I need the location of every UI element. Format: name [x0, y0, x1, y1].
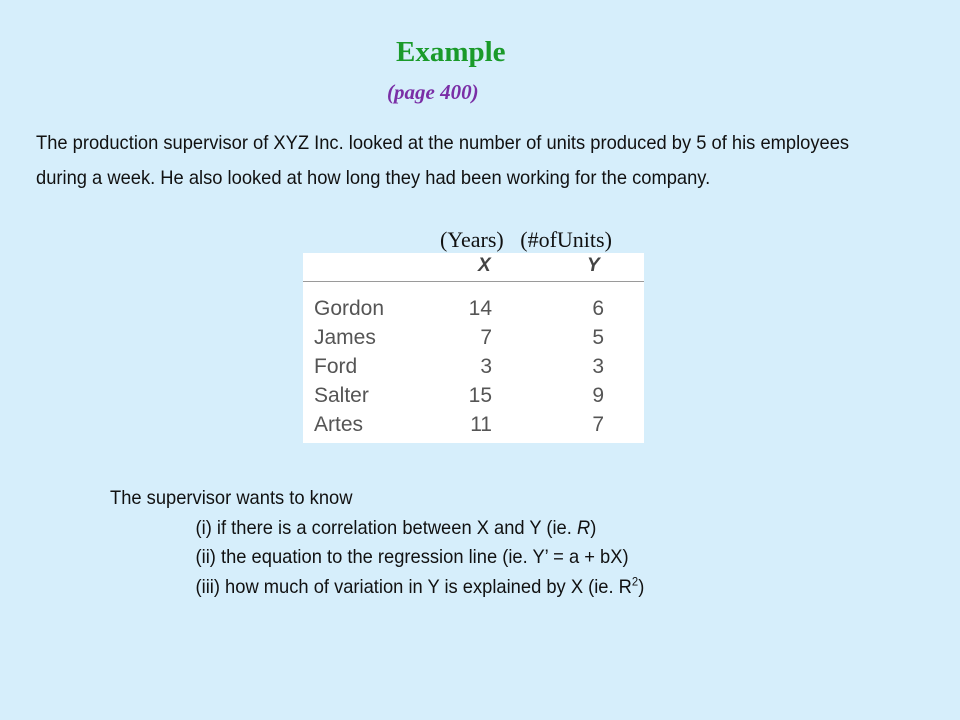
intro-paragraph: The production supervisor of XYZ Inc. looked at the number of units produced by 5 of his employees during a week. He also looked at how long they had been working for the company. [36, 132, 850, 189]
row-y-value: 6 [592, 297, 604, 320]
row-x-value: 3 [480, 355, 492, 378]
correlation-symbol: R [576, 516, 591, 539]
row-x-value: 14 [468, 297, 492, 320]
row-name: Salter [314, 384, 369, 407]
column-header-x: X [478, 255, 491, 276]
question-regression: (ii) the equation to the regression line (ie. Y’ = a + bX) [195, 546, 629, 568]
question-correlation-text: (i) if there is a correlation between X and Y (ie. [195, 516, 577, 539]
row-y-value: 7 [592, 413, 604, 436]
row-y-value: 3 [592, 355, 604, 378]
units-caption: (Years) (#ofUnits) [440, 227, 612, 252]
row-name: Artes [314, 413, 364, 436]
row-x-value: 11 [470, 413, 492, 436]
question-block [110, 484, 824, 602]
question-correlation [110, 514, 824, 544]
row-name: Ford [314, 355, 358, 378]
question-variation-text: (iii) how much of variation in Y is explained by X (ie. R [195, 575, 632, 598]
question-variation-close: ) [638, 575, 645, 598]
slide-title: Example [396, 36, 506, 68]
column-header-y: Y [587, 255, 600, 276]
row-x-value: 15 [468, 384, 492, 407]
data-table [303, 253, 644, 443]
row-name: Gordon [314, 297, 385, 320]
page-reference: (page 400) [387, 80, 479, 104]
question-variation [110, 573, 824, 603]
question-correlation-close: ) [590, 516, 597, 539]
row-name: James [314, 326, 376, 349]
question-lead: The supervisor wants to know [110, 487, 353, 509]
r-squared-exponent: 2 [631, 574, 639, 588]
row-x-value: 7 [480, 326, 492, 349]
row-y-value: 5 [592, 326, 604, 349]
header-rule [303, 281, 644, 282]
row-y-value: 9 [592, 384, 604, 407]
